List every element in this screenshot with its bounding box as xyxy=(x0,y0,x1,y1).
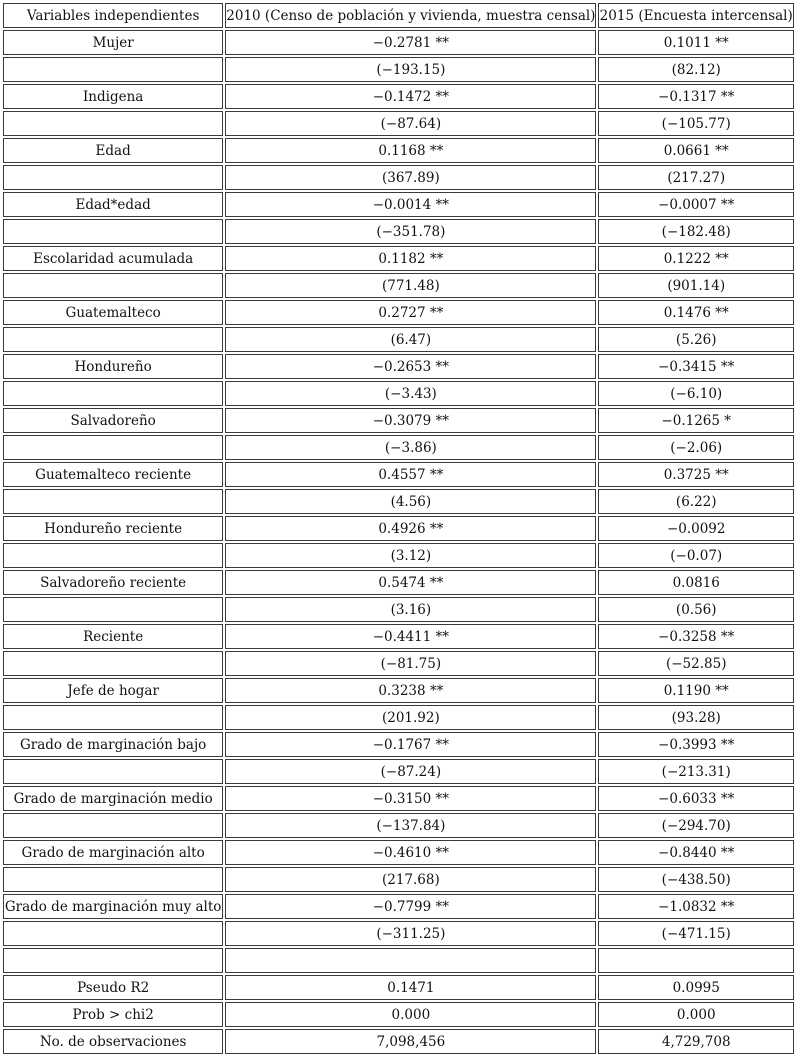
variable-cell: Grado de marginación alto xyxy=(3,840,223,865)
table-row xyxy=(3,624,794,649)
value-2010-cell: −0.2781 ** xyxy=(225,30,596,55)
value-2010-cell: (771.48) xyxy=(225,273,596,298)
table-row xyxy=(3,570,794,595)
value-2010-cell: 0.1168 ** xyxy=(225,138,596,163)
value-2015-cell: (82.12) xyxy=(598,57,794,82)
value-2010-cell: 7,098,456 xyxy=(225,1029,596,1054)
variable-cell: Edad*edad xyxy=(3,192,223,217)
variable-cell: Reciente xyxy=(3,624,223,649)
table-row xyxy=(3,840,794,865)
value-2010-cell: −0.3150 ** xyxy=(225,786,596,811)
variable-cell xyxy=(3,381,223,406)
value-2010-cell: (4.56) xyxy=(225,489,596,514)
variable-cell xyxy=(3,111,223,136)
table-row xyxy=(3,732,794,757)
variable-cell: Salvadoreño reciente xyxy=(3,570,223,595)
value-2010-cell: −0.7799 ** xyxy=(225,894,596,919)
table-row xyxy=(3,246,794,271)
value-2015-cell: −0.1317 ** xyxy=(598,84,794,109)
table-row xyxy=(3,408,794,433)
value-2010-cell: −0.4411 ** xyxy=(225,624,596,649)
table-row xyxy=(3,462,794,487)
variable-cell: Salvadoreño xyxy=(3,408,223,433)
variable-cell: Edad xyxy=(3,138,223,163)
table-row xyxy=(3,678,794,703)
variable-cell: Hondureño xyxy=(3,354,223,379)
table-row xyxy=(3,300,794,325)
value-2015-cell: −0.1265 * xyxy=(598,408,794,433)
value-2015-cell: 0.3725 ** xyxy=(598,462,794,487)
variable-cell xyxy=(3,921,223,946)
table-row xyxy=(3,84,794,109)
table-row xyxy=(3,1029,794,1054)
value-2010-cell: (−3.43) xyxy=(225,381,596,406)
value-2010-cell: (−351.78) xyxy=(225,219,596,244)
value-2015-cell: 0.0661 ** xyxy=(598,138,794,163)
table-row xyxy=(3,57,794,82)
value-2010-cell: (367.89) xyxy=(225,165,596,190)
value-2010-cell: −0.0014 ** xyxy=(225,192,596,217)
value-2010-cell: (−311.25) xyxy=(225,921,596,946)
value-2010-cell: (201.92) xyxy=(225,705,596,730)
value-2015-cell: 0.1190 ** xyxy=(598,678,794,703)
value-2015-cell xyxy=(598,948,794,973)
value-2010-cell: −0.4610 ** xyxy=(225,840,596,865)
variable-cell xyxy=(3,435,223,460)
value-2015-cell: −0.0007 ** xyxy=(598,192,794,217)
value-2015-cell: −1.0832 ** xyxy=(598,894,794,919)
table-row xyxy=(3,921,794,946)
value-2010-cell: 0.2727 ** xyxy=(225,300,596,325)
value-2015-cell: (901.14) xyxy=(598,273,794,298)
variable-cell: Grado de marginación muy alto xyxy=(3,894,223,919)
value-2010-cell: (−193.15) xyxy=(225,57,596,82)
variable-cell: Indigena xyxy=(3,84,223,109)
value-2010-cell: (−87.64) xyxy=(225,111,596,136)
variable-cell: Grado de marginación bajo xyxy=(3,732,223,757)
value-2015-cell: (−2.06) xyxy=(598,435,794,460)
table-row xyxy=(3,354,794,379)
value-2010-cell: 0.5474 ** xyxy=(225,570,596,595)
table-row xyxy=(3,597,794,622)
value-2010-cell: 0.000 xyxy=(225,1002,596,1027)
value-2010-cell: −0.1472 ** xyxy=(225,84,596,109)
table-row xyxy=(3,489,794,514)
table-row xyxy=(3,651,794,676)
regression-table xyxy=(1,1,796,1056)
value-2015-cell: −0.3258 ** xyxy=(598,624,794,649)
value-2015-cell: −0.6033 ** xyxy=(598,786,794,811)
table-row xyxy=(3,165,794,190)
table-row xyxy=(3,381,794,406)
table-row xyxy=(3,786,794,811)
header-2010: 2010 (Censo de población y vivienda, muestra censal) xyxy=(225,3,596,28)
value-2010-cell: 0.4557 ** xyxy=(225,462,596,487)
table-row xyxy=(3,111,794,136)
value-2015-cell: (0.56) xyxy=(598,597,794,622)
value-2010-cell: 0.3238 ** xyxy=(225,678,596,703)
variable-cell: Escolaridad acumulada xyxy=(3,246,223,271)
value-2015-cell: 0.1011 ** xyxy=(598,30,794,55)
variable-cell xyxy=(3,273,223,298)
value-2015-cell: 0.1222 ** xyxy=(598,246,794,271)
table-row xyxy=(3,948,794,973)
variable-cell: Grado de marginación medio xyxy=(3,786,223,811)
variable-cell xyxy=(3,543,223,568)
table-row xyxy=(3,273,794,298)
value-2015-cell: −0.8440 ** xyxy=(598,840,794,865)
value-2015-cell: (5.26) xyxy=(598,327,794,352)
value-2010-cell: (−137.84) xyxy=(225,813,596,838)
value-2010-cell: −0.2653 ** xyxy=(225,354,596,379)
value-2015-cell: (−471.15) xyxy=(598,921,794,946)
value-2010-cell: (3.12) xyxy=(225,543,596,568)
header-2015: 2015 (Encuesta intercensal) xyxy=(598,3,794,28)
table-row xyxy=(3,759,794,784)
value-2015-cell: −0.3415 ** xyxy=(598,354,794,379)
value-2010-cell: 0.4926 ** xyxy=(225,516,596,541)
value-2010-cell: (6.47) xyxy=(225,327,596,352)
variable-cell xyxy=(3,813,223,838)
table-row xyxy=(3,192,794,217)
value-2015-cell: 0.1476 ** xyxy=(598,300,794,325)
variable-cell xyxy=(3,948,223,973)
value-2015-cell: (−213.31) xyxy=(598,759,794,784)
table-row xyxy=(3,138,794,163)
value-2015-cell: (217.27) xyxy=(598,165,794,190)
value-2010-cell: (217.68) xyxy=(225,867,596,892)
variable-cell xyxy=(3,165,223,190)
value-2015-cell: (−294.70) xyxy=(598,813,794,838)
header-row xyxy=(3,3,794,28)
value-2010-cell: −0.1767 ** xyxy=(225,732,596,757)
variable-cell: No. de observaciones xyxy=(3,1029,223,1054)
value-2015-cell: 0.0816 xyxy=(598,570,794,595)
value-2015-cell: 0.000 xyxy=(598,1002,794,1027)
value-2010-cell: (−81.75) xyxy=(225,651,596,676)
table-row xyxy=(3,435,794,460)
value-2010-cell: (−87.24) xyxy=(225,759,596,784)
variable-cell: Mujer xyxy=(3,30,223,55)
value-2015-cell: (−438.50) xyxy=(598,867,794,892)
value-2015-cell: (−6.10) xyxy=(598,381,794,406)
table-row xyxy=(3,543,794,568)
value-2015-cell: (−182.48) xyxy=(598,219,794,244)
table-row xyxy=(3,1002,794,1027)
variable-cell: Hondureño reciente xyxy=(3,516,223,541)
table-row xyxy=(3,705,794,730)
table-row xyxy=(3,219,794,244)
value-2010-cell: 0.1471 xyxy=(225,975,596,1000)
variable-cell xyxy=(3,867,223,892)
header-variables: Variables independientes xyxy=(3,3,223,28)
table-row xyxy=(3,894,794,919)
value-2010-cell: 0.1182 ** xyxy=(225,246,596,271)
variable-cell xyxy=(3,327,223,352)
value-2015-cell: −0.3993 ** xyxy=(598,732,794,757)
table-row xyxy=(3,30,794,55)
value-2015-cell: (−0.07) xyxy=(598,543,794,568)
value-2015-cell: (−105.77) xyxy=(598,111,794,136)
variable-cell: Jefe de hogar xyxy=(3,678,223,703)
value-2010-cell: (3.16) xyxy=(225,597,596,622)
value-2010-cell: (−3.86) xyxy=(225,435,596,460)
value-2010-cell: −0.3079 ** xyxy=(225,408,596,433)
table-body xyxy=(3,30,794,1054)
value-2015-cell: 0.0995 xyxy=(598,975,794,1000)
variable-cell xyxy=(3,597,223,622)
value-2015-cell: (−52.85) xyxy=(598,651,794,676)
table-row xyxy=(3,975,794,1000)
table-row xyxy=(3,516,794,541)
variable-cell xyxy=(3,489,223,514)
table-row xyxy=(3,327,794,352)
variable-cell xyxy=(3,57,223,82)
table-row xyxy=(3,813,794,838)
variable-cell: Prob > chi2 xyxy=(3,1002,223,1027)
variable-cell xyxy=(3,759,223,784)
variable-cell: Guatemalteco reciente xyxy=(3,462,223,487)
table-row xyxy=(3,867,794,892)
value-2015-cell: (6.22) xyxy=(598,489,794,514)
variable-cell: Guatemalteco xyxy=(3,300,223,325)
variable-cell xyxy=(3,705,223,730)
variable-cell: Pseudo R2 xyxy=(3,975,223,1000)
value-2015-cell: (93.28) xyxy=(598,705,794,730)
variable-cell xyxy=(3,219,223,244)
value-2015-cell: −0.0092 xyxy=(598,516,794,541)
variable-cell xyxy=(3,651,223,676)
value-2010-cell xyxy=(225,948,596,973)
value-2015-cell: 4,729,708 xyxy=(598,1029,794,1054)
